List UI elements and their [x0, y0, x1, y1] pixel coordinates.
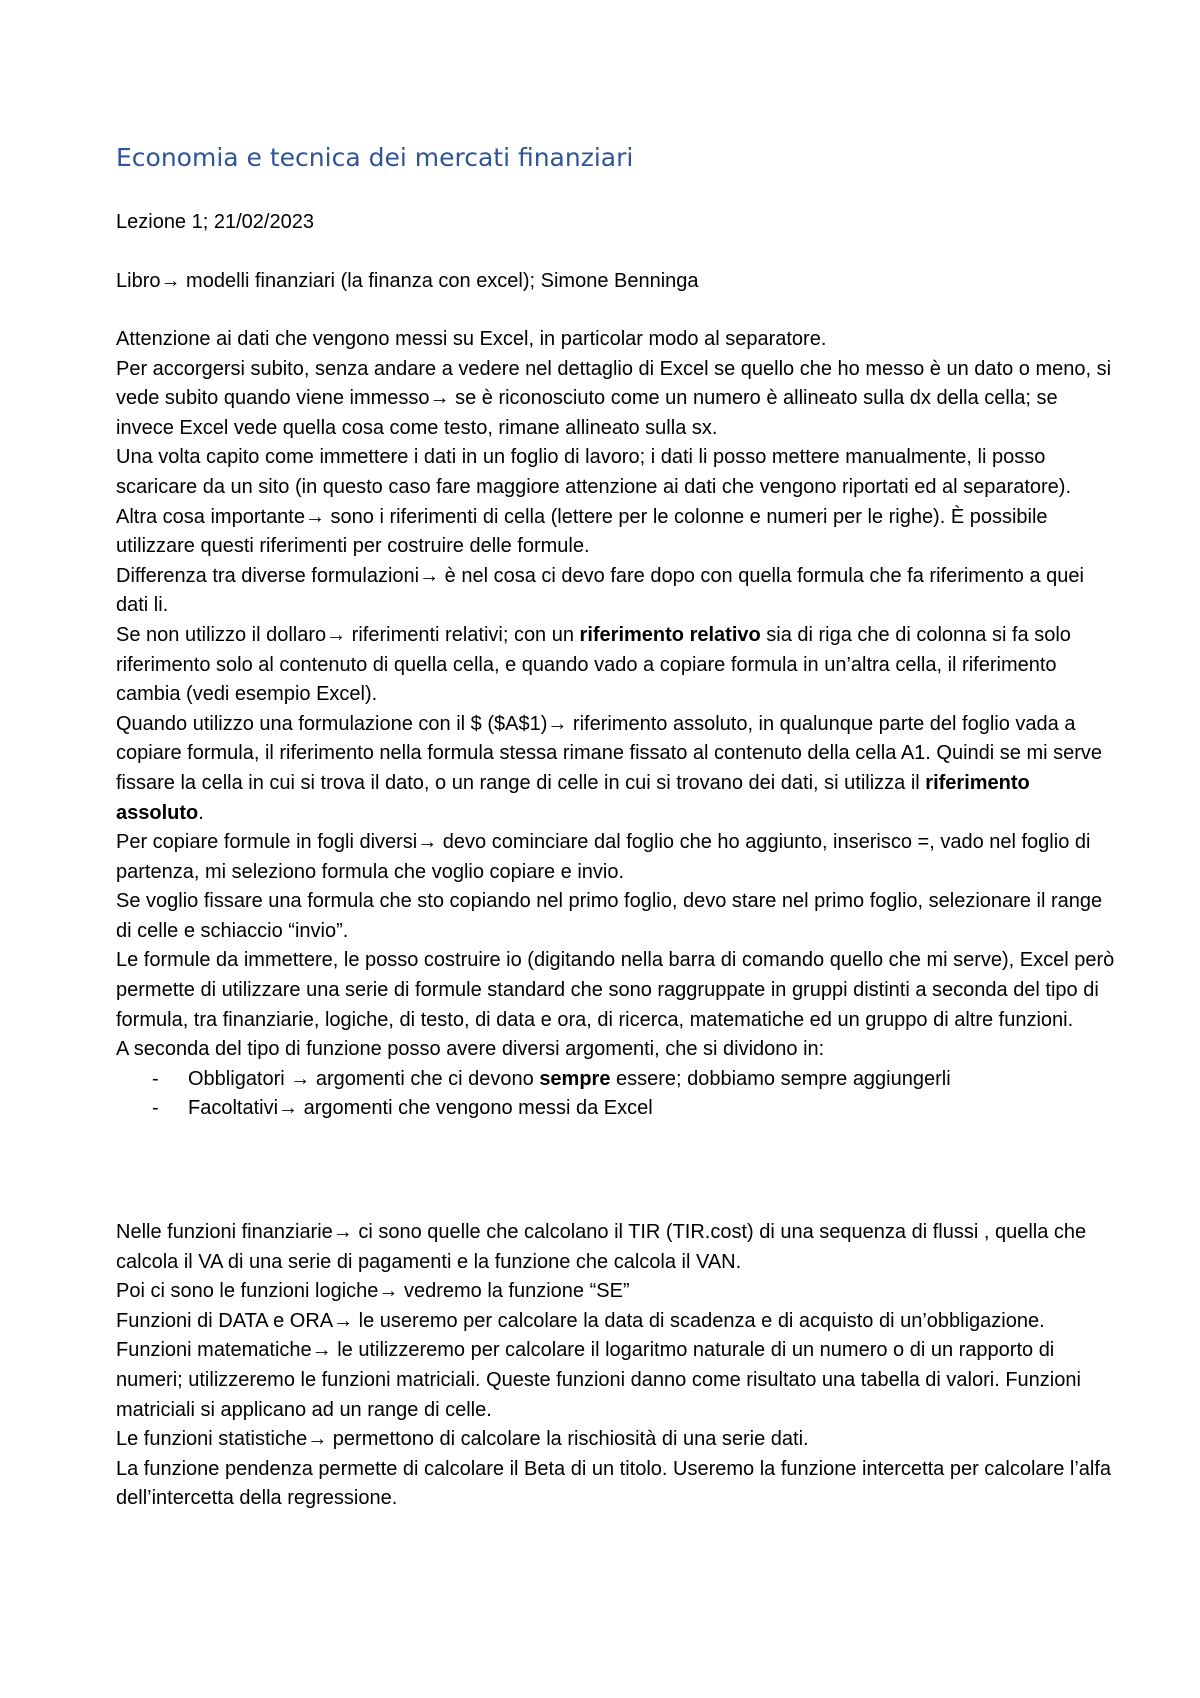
- bold-term: riferimento relativo: [579, 623, 761, 646]
- arrow-icon: →: [332, 1221, 353, 1243]
- argument-types-list: [116, 1065, 1116, 1124]
- paragraph: La funzione pendenza permette di calcolare il Beta di un titolo. Useremo la funzione intercetta per calcolare l’alfa dell’intercetta della regressione.: [116, 1457, 1112, 1510]
- paragraph: Quando utilizzo una formulazione con il $ ($A$1)→ riferimento assoluto, in qualunque parte del foglio vada a copiare formula, il riferimento nella formula stessa rimane fissato al contenuto della cella A1. Quindi se mi serve fissare la cella in cui si trova il dato, o un range di celle in cui si trovano dei dati, si utilizza il riferimento assoluto.: [116, 712, 1103, 824]
- bullet-dash-icon: -: [152, 1097, 159, 1120]
- paragraph: Altra cosa importante→ sono i riferimenti di cella (lettere per le colonne e numeri per le righe). È possibile utilizzare questi riferimenti per costruire delle formule.: [116, 505, 1048, 558]
- document-title: Economia e tecnica dei mercati finanziari: [116, 143, 634, 172]
- paragraph: Funzioni di DATA e ORA→ le useremo per calcolare la data di scadenza e di acquisto di un’obbligazione.: [116, 1309, 1045, 1332]
- paragraph: Funzioni matematiche→ le utilizzeremo per calcolare il logaritmo naturale di un numero o di un rapporto di numeri; utilizzeremo le funzioni matriciali. Queste funzioni danno come risultato una tabella di valori. Funzioni matriciali si applicano ad un range di celle.: [116, 1339, 1081, 1421]
- arrow-icon: →: [333, 1309, 354, 1332]
- arrow-icon: →: [304, 505, 325, 528]
- section-excel-functions: [116, 1218, 1116, 1514]
- paragraph: Per accorgersi subito, senza andare a vedere nel dettaglio di Excel se quello che ho messo è un dato o meno, si vede subito quando viene immesso→ se è riconosciuto come un numero è allineato sulla dx della cella; se invece Excel vede quella cosa come testo, rimane allineato sulla sx.: [116, 357, 1112, 439]
- section-excel-basics: [116, 325, 1116, 1124]
- arrow-icon: →: [419, 564, 440, 587]
- arrow-icon: →: [547, 712, 568, 735]
- paragraph: Per copiare formule in fogli diversi→ devo cominciare dal foglio che ho aggiunto, inserisco =, vado nel foglio di partenza, mi seleziono formula che voglio copiare e invio.: [116, 831, 1091, 883]
- lesson-line: Lezione 1; 21/02/2023: [116, 211, 314, 233]
- paragraph: Attenzione ai dati che vengono messi su Excel, in particolar modo al separatore.: [116, 328, 827, 350]
- paragraph: Le funzioni statistiche→ permettono di calcolare la rischiosità di una serie dati.: [116, 1428, 809, 1451]
- arrow-icon: →: [378, 1280, 399, 1303]
- paragraph: Le formule da immettere, le posso costruire io (digitando nella barra di comando quello che mi serve), Excel però permette di utilizzare una serie di formule standard che sono raggruppate in gruppi distinti a seconda del tipo di formula, tra finanziarie, logiche, di testo, di data e ora, di ricerca, matematiche ed un gruppo di altre funzioni.: [116, 949, 1115, 1031]
- list-item: - Obbligatori → argomenti che ci devono sempre essere; dobbiamo sempre aggiungerli: [116, 1065, 1116, 1095]
- paragraph: Poi ci sono le funzioni logiche→ vedremo la funzione “SE”: [116, 1280, 630, 1303]
- book-text: modelli finanziari (la finanza con excel); Simone Benninga: [180, 270, 699, 292]
- arrow-icon: →: [290, 1067, 311, 1090]
- arrow-icon: →: [417, 831, 438, 854]
- bold-term: sempre: [539, 1067, 611, 1090]
- paragraph: A seconda del tipo di funzione posso avere diversi argomenti, che si dividono in:: [116, 1038, 825, 1061]
- book-label: Libro: [116, 270, 161, 292]
- paragraph: Se voglio fissare una formula che sto copiando nel primo foglio, devo stare nel primo foglio, selezionare il range di celle e schiaccio “invio”.: [116, 890, 1103, 942]
- arrow-icon: →: [278, 1097, 299, 1120]
- book-line: [116, 270, 699, 293]
- list-item: - Facoltativi→ argomenti che vengono messi da Excel: [116, 1094, 1116, 1124]
- paragraph: Nelle funzioni finanziarie→ ci sono quelle che calcolano il TIR (TIR.cost) di una sequenza di flussi , quella che calcola il VA di una serie di pagamenti e la funzione che calcola il VAN.: [116, 1221, 1087, 1273]
- paragraph: Differenza tra diverse formulazioni→ è nel cosa ci devo fare dopo con quella formula che fa riferimento a quei dati li.: [116, 564, 1084, 617]
- arrow-icon: →: [326, 623, 347, 646]
- arrow-icon: →: [307, 1428, 328, 1451]
- arrow-icon: →: [311, 1339, 332, 1362]
- arrow-icon: →: [160, 270, 181, 292]
- paragraph: Una volta capito come immettere i dati in un foglio di lavoro; i dati li posso mettere manualmente, li posso scaricare da un sito (in questo caso fare maggiore attenzione ai dati che vengono riportati ed al separatore).: [116, 446, 1071, 498]
- paragraph: Se non utilizzo il dollaro→ riferimenti relativi; con un riferimento relativo sia di riga che di colonna si fa solo riferimento solo al contenuto di quella cella, e quando vado a copiare formula in un’altra cella, il riferimento cambia (vedi esempio Excel).: [116, 623, 1071, 706]
- bold-term: riferimento assoluto: [116, 771, 1030, 824]
- bullet-dash-icon: -: [152, 1067, 159, 1090]
- arrow-icon: →: [429, 387, 450, 410]
